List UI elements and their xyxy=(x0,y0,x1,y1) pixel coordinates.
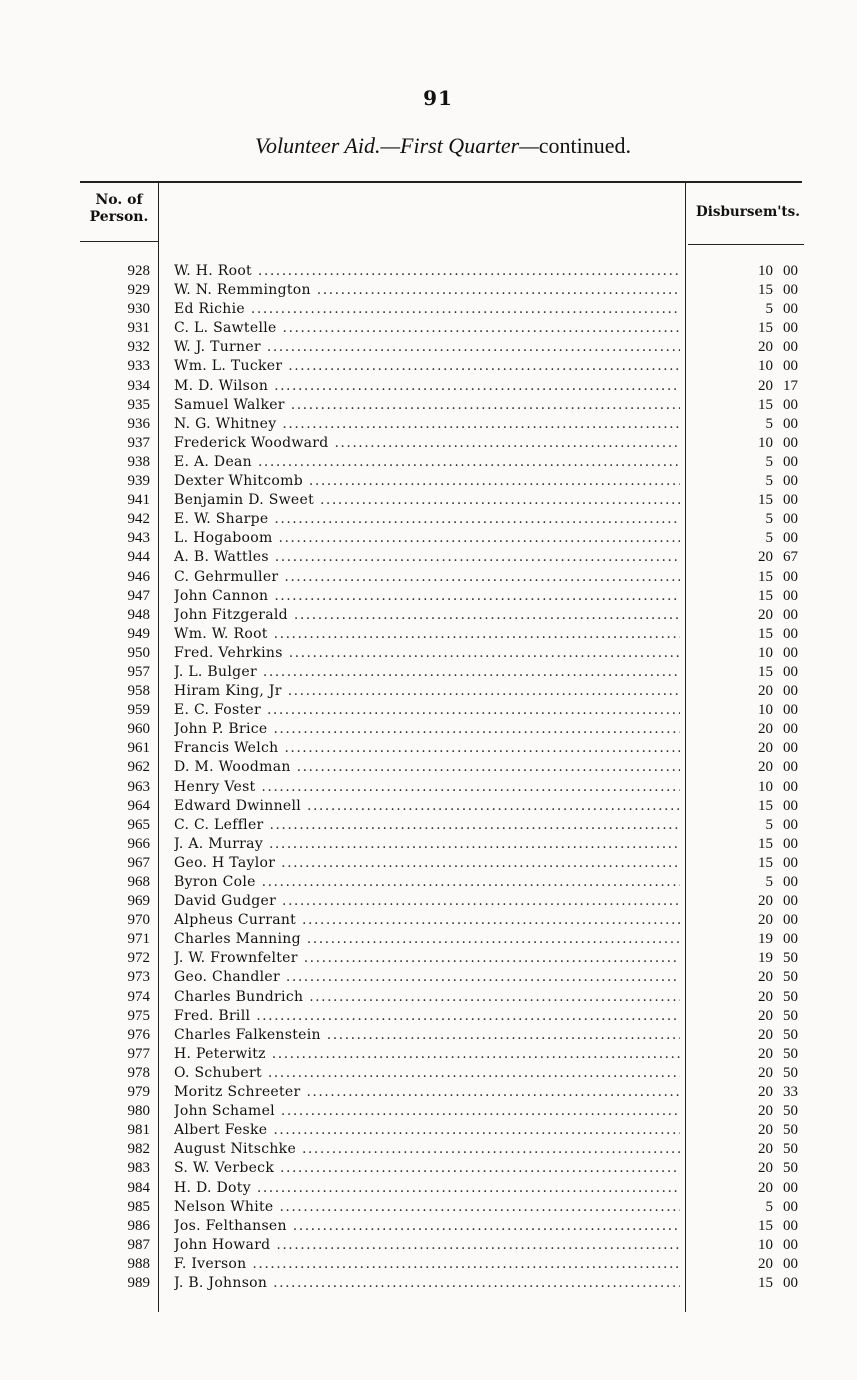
person-name: John Howard ..... xyxy=(174,1236,680,1255)
amount-cents: 00 xyxy=(783,282,798,299)
table-row xyxy=(0,1274,857,1293)
person-name: S. W. Verbeck ..... xyxy=(174,1159,680,1178)
amount-cents: 00 xyxy=(783,912,798,929)
table-row xyxy=(0,682,857,701)
person-name: Byron Cole ..... xyxy=(174,873,680,892)
person-number: 977 xyxy=(127,1045,150,1062)
amount-dollars: 20 xyxy=(758,759,773,776)
amount-cents: 00 xyxy=(783,778,798,795)
person-number: 958 xyxy=(127,683,150,700)
amount-cents: 00 xyxy=(783,931,798,948)
amount-cents: 17 xyxy=(783,377,798,394)
amount-cents: 00 xyxy=(783,434,798,451)
person-number: 984 xyxy=(127,1179,150,1196)
person-number: 934 xyxy=(127,377,150,394)
table-row xyxy=(0,587,857,606)
table-row xyxy=(0,663,857,682)
person-name: Fred. Vehrkins ..... xyxy=(174,644,680,663)
table-row xyxy=(0,606,857,625)
amount-dollars: 19 xyxy=(758,950,773,967)
table-row xyxy=(0,892,857,911)
amount-cents: 50 xyxy=(783,1122,798,1139)
table-row xyxy=(0,739,857,758)
person-name: Frederick Woodward ..... xyxy=(174,434,680,453)
person-name: Benjamin D. Sweet ..... xyxy=(174,491,680,510)
table-row xyxy=(0,396,857,415)
person-number: 986 xyxy=(127,1217,150,1234)
table-row xyxy=(0,797,857,816)
amount-dollars: 15 xyxy=(758,663,773,680)
amount-dollars: 20 xyxy=(758,912,773,929)
table-row xyxy=(0,1217,857,1236)
person-name: L. Hogaboom ..... xyxy=(174,529,680,548)
amount-dollars: 5 xyxy=(765,511,773,528)
amount-dollars: 20 xyxy=(758,606,773,623)
person-number: 963 xyxy=(127,778,150,795)
amount-cents: 00 xyxy=(783,320,798,337)
page-title xyxy=(0,133,857,159)
person-name: Fred. Brill ..... xyxy=(174,1007,680,1026)
amount-dollars: 20 xyxy=(758,1103,773,1120)
amount-dollars: 10 xyxy=(758,644,773,661)
amount-cents: 00 xyxy=(783,530,798,547)
person-number: 949 xyxy=(127,625,150,642)
table-row xyxy=(0,1179,857,1198)
amount-dollars: 20 xyxy=(758,740,773,757)
table-row xyxy=(0,1083,857,1102)
person-name: Geo. H Taylor ..... xyxy=(174,854,680,873)
amount-dollars: 10 xyxy=(758,778,773,795)
table-row xyxy=(0,911,857,930)
table-row xyxy=(0,968,857,987)
person-number: 962 xyxy=(127,759,150,776)
table-row xyxy=(0,434,857,453)
amount-dollars: 15 xyxy=(758,835,773,852)
person-number: 975 xyxy=(127,1007,150,1024)
person-number: 969 xyxy=(127,893,150,910)
person-name: Charles Bundrich ..... xyxy=(174,988,680,1007)
person-name: H. Peterwitz ..... xyxy=(174,1045,680,1064)
table-row xyxy=(0,625,857,644)
table-top-rule xyxy=(80,181,802,183)
person-name: C. L. Sawtelle ..... xyxy=(174,319,680,338)
person-name: Samuel Walker ..... xyxy=(174,396,680,415)
person-name: W. J. Turner ..... xyxy=(174,338,680,357)
person-number: 943 xyxy=(127,530,150,547)
amount-dollars: 5 xyxy=(765,1198,773,1215)
amount-cents: 50 xyxy=(783,988,798,1005)
amount-cents: 00 xyxy=(783,492,798,509)
amount-dollars: 20 xyxy=(758,1026,773,1043)
table-row xyxy=(0,568,857,587)
amount-dollars: 5 xyxy=(765,415,773,432)
amount-dollars: 20 xyxy=(758,1064,773,1081)
person-number: 978 xyxy=(127,1064,150,1081)
amount-dollars: 20 xyxy=(758,1179,773,1196)
table-row xyxy=(0,1159,857,1178)
table-row xyxy=(0,816,857,835)
page-title-italic: Volunteer Aid.—First Quarter— xyxy=(254,133,539,158)
table-row xyxy=(0,988,857,1007)
person-number: 966 xyxy=(127,835,150,852)
amount-cents: 00 xyxy=(783,721,798,738)
amount-dollars: 5 xyxy=(765,473,773,490)
person-number: 957 xyxy=(127,663,150,680)
person-name: Wm. L. Tucker ..... xyxy=(174,357,680,376)
amount-cents: 67 xyxy=(783,549,798,566)
ledger-rows xyxy=(0,262,857,1293)
person-name: W. H. Root ..... xyxy=(174,262,680,281)
table-row xyxy=(0,1198,857,1217)
person-number: 937 xyxy=(127,434,150,451)
amount-dollars: 20 xyxy=(758,1084,773,1101)
amount-dollars: 5 xyxy=(765,816,773,833)
person-number: 932 xyxy=(127,339,150,356)
amount-cents: 00 xyxy=(783,1255,798,1272)
person-number: 936 xyxy=(127,415,150,432)
amount-dollars: 20 xyxy=(758,377,773,394)
person-name: Francis Welch ..... xyxy=(174,739,680,758)
person-name: John P. Brice ..... xyxy=(174,720,680,739)
person-number: 967 xyxy=(127,854,150,871)
person-number: 985 xyxy=(127,1198,150,1215)
amount-dollars: 15 xyxy=(758,797,773,814)
amount-cents: 00 xyxy=(783,339,798,356)
amount-dollars: 15 xyxy=(758,320,773,337)
amount-dollars: 20 xyxy=(758,1160,773,1177)
amount-cents: 00 xyxy=(783,835,798,852)
person-number: 929 xyxy=(127,282,150,299)
person-number: 981 xyxy=(127,1122,150,1139)
amount-dollars: 15 xyxy=(758,568,773,585)
table-row xyxy=(0,854,857,873)
person-name: J. L. Bulger ..... xyxy=(174,663,680,682)
person-name: John Cannon ..... xyxy=(174,587,680,606)
person-number: 947 xyxy=(127,587,150,604)
person-number: 979 xyxy=(127,1084,150,1101)
person-name: John Schamel ..... xyxy=(174,1102,680,1121)
amount-cents: 00 xyxy=(783,511,798,528)
person-number: 935 xyxy=(127,396,150,413)
amount-cents: 00 xyxy=(783,263,798,279)
amount-cents: 00 xyxy=(783,396,798,413)
table-row xyxy=(0,453,857,472)
table-row xyxy=(0,1236,857,1255)
person-name: August Nitschke ..... xyxy=(174,1140,680,1159)
table-row xyxy=(0,262,857,281)
person-name: F. Iverson ..... xyxy=(174,1255,680,1274)
amount-dollars: 10 xyxy=(758,702,773,719)
person-number: 972 xyxy=(127,950,150,967)
person-number: 931 xyxy=(127,320,150,337)
person-name: Dexter Whitcomb ..... xyxy=(174,472,680,491)
amount-cents: 50 xyxy=(783,1141,798,1158)
person-number: 968 xyxy=(127,874,150,890)
amount-cents: 00 xyxy=(783,893,798,910)
person-number: 974 xyxy=(127,988,150,1005)
amount-cents: 50 xyxy=(783,1064,798,1081)
person-number: 964 xyxy=(127,797,150,814)
amount-cents: 50 xyxy=(783,1103,798,1120)
table-row xyxy=(0,357,857,376)
table-row xyxy=(0,1064,857,1083)
amount-cents: 50 xyxy=(783,1026,798,1043)
person-name: David Gudger ..... xyxy=(174,892,680,911)
amount-cents: 00 xyxy=(783,816,798,833)
amount-dollars: 15 xyxy=(758,854,773,871)
person-number: 950 xyxy=(127,644,150,661)
amount-dollars: 15 xyxy=(758,282,773,299)
amount-dollars: 20 xyxy=(758,1255,773,1272)
header-person-number-line2: Person. xyxy=(89,209,149,225)
table-row xyxy=(0,835,857,854)
person-name: Geo. Chandler ..... xyxy=(174,968,680,987)
amount-cents: 00 xyxy=(783,874,798,890)
table-row xyxy=(0,1007,857,1026)
table-row xyxy=(0,338,857,357)
amount-dollars: 15 xyxy=(758,1274,773,1291)
amount-dollars: 20 xyxy=(758,1141,773,1158)
person-name: Charles Manning ..... xyxy=(174,930,680,949)
header-right-rule xyxy=(688,244,804,245)
table-row xyxy=(0,758,857,777)
amount-cents: 00 xyxy=(783,1236,798,1253)
person-number: 980 xyxy=(127,1103,150,1120)
amount-dollars: 10 xyxy=(758,434,773,451)
table-row xyxy=(0,548,857,567)
page-number: 91 xyxy=(423,86,453,110)
amount-cents: 00 xyxy=(783,740,798,757)
amount-cents: 00 xyxy=(783,644,798,661)
amount-cents: 50 xyxy=(783,950,798,967)
table-row xyxy=(0,1140,857,1159)
amount-dollars: 20 xyxy=(758,1122,773,1139)
person-name: Moritz Schreeter ..... xyxy=(174,1083,680,1102)
person-number: 942 xyxy=(127,511,150,528)
person-number: 933 xyxy=(127,358,150,375)
table-row xyxy=(0,300,857,319)
person-name: John Fitzgerald ..... xyxy=(174,606,680,625)
amount-dollars: 5 xyxy=(765,453,773,470)
amount-cents: 00 xyxy=(783,301,798,318)
amount-dollars: 5 xyxy=(765,874,773,890)
amount-cents: 00 xyxy=(783,358,798,375)
amount-dollars: 10 xyxy=(758,263,773,279)
table-row xyxy=(0,930,857,949)
table-row xyxy=(0,281,857,300)
person-number: 938 xyxy=(127,453,150,470)
amount-cents: 50 xyxy=(783,1007,798,1024)
amount-cents: 50 xyxy=(783,1160,798,1177)
person-number: 988 xyxy=(127,1255,150,1272)
amount-cents: 00 xyxy=(783,797,798,814)
table-row xyxy=(0,491,857,510)
person-name: E. A. Dean ..... xyxy=(174,453,680,472)
person-name: N. G. Whitney ..... xyxy=(174,415,680,434)
amount-dollars: 20 xyxy=(758,549,773,566)
person-number: 930 xyxy=(127,301,150,318)
amount-dollars: 19 xyxy=(758,931,773,948)
table-row xyxy=(0,510,857,529)
amount-cents: 00 xyxy=(783,568,798,585)
table-row xyxy=(0,1026,857,1045)
amount-cents: 00 xyxy=(783,702,798,719)
person-number: 989 xyxy=(127,1274,150,1291)
amount-dollars: 5 xyxy=(765,301,773,318)
person-name: E. C. Foster ..... xyxy=(174,701,680,720)
person-number: 928 xyxy=(127,263,150,279)
person-name: Wm. W. Root ..... xyxy=(174,625,680,644)
person-name: Alpheus Currant ..... xyxy=(174,911,680,930)
person-name: C. C. Leffler ..... xyxy=(174,816,680,835)
header-disbursements: Disbursem'ts. xyxy=(696,204,800,220)
amount-dollars: 10 xyxy=(758,358,773,375)
table-row xyxy=(0,319,857,338)
person-number: 941 xyxy=(127,492,150,509)
person-name: Edward Dwinnell ..... xyxy=(174,797,680,816)
amount-cents: 00 xyxy=(783,1217,798,1234)
table-row xyxy=(0,1045,857,1064)
person-name: Hiram King, Jr ..... xyxy=(174,682,680,701)
table-row xyxy=(0,529,857,548)
amount-dollars: 20 xyxy=(758,339,773,356)
table-row xyxy=(0,377,857,396)
person-name: Albert Feske ..... xyxy=(174,1121,680,1140)
person-name: E. W. Sharpe ..... xyxy=(174,510,680,529)
person-name: C. Gehrmuller ..... xyxy=(174,568,680,587)
header-person-number-line1: No. of xyxy=(95,192,143,208)
person-name: Jos. Felthansen ..... xyxy=(174,1217,680,1236)
amount-dollars: 15 xyxy=(758,587,773,604)
person-name: W. N. Remmington ..... xyxy=(174,281,680,300)
person-number: 948 xyxy=(127,606,150,623)
person-number: 961 xyxy=(127,740,150,757)
person-name: Henry Vest ..... xyxy=(174,778,680,797)
amount-cents: 00 xyxy=(783,1198,798,1215)
table-row xyxy=(0,1255,857,1274)
person-name: J. B. Johnson ..... xyxy=(174,1274,680,1293)
amount-dollars: 15 xyxy=(758,396,773,413)
amount-cents: 33 xyxy=(783,1084,798,1101)
amount-cents: 00 xyxy=(783,606,798,623)
amount-cents: 00 xyxy=(783,473,798,490)
amount-cents: 00 xyxy=(783,453,798,470)
table-row xyxy=(0,701,857,720)
table-row xyxy=(0,644,857,663)
person-number: 959 xyxy=(127,702,150,719)
person-number: 973 xyxy=(127,969,150,986)
header-person-number xyxy=(80,192,158,226)
person-number: 946 xyxy=(127,568,150,585)
amount-cents: 00 xyxy=(783,759,798,776)
amount-dollars: 10 xyxy=(758,1236,773,1253)
amount-cents: 00 xyxy=(783,415,798,432)
table-row xyxy=(0,778,857,797)
person-number: 983 xyxy=(127,1160,150,1177)
table-row xyxy=(0,949,857,968)
header-left-rule xyxy=(80,241,158,242)
amount-dollars: 20 xyxy=(758,683,773,700)
amount-dollars: 20 xyxy=(758,988,773,1005)
person-number: 982 xyxy=(127,1141,150,1158)
person-number: 976 xyxy=(127,1026,150,1043)
person-name: D. M. Woodman ..... xyxy=(174,758,680,777)
person-name: Charles Falkenstein ..... xyxy=(174,1026,680,1045)
person-number: 944 xyxy=(127,549,150,566)
table-row xyxy=(0,1121,857,1140)
amount-dollars: 15 xyxy=(758,492,773,509)
table-row xyxy=(0,1102,857,1121)
amount-cents: 00 xyxy=(783,1274,798,1291)
person-name: M. D. Wilson ..... xyxy=(174,377,680,396)
person-name: Ed Richie ..... xyxy=(174,300,680,319)
amount-dollars: 20 xyxy=(758,1007,773,1024)
amount-dollars: 20 xyxy=(758,721,773,738)
amount-cents: 50 xyxy=(783,1045,798,1062)
table-row xyxy=(0,873,857,892)
person-number: 970 xyxy=(127,912,150,929)
person-name: O. Schubert ..... xyxy=(174,1064,680,1083)
amount-cents: 00 xyxy=(783,1179,798,1196)
table-row xyxy=(0,472,857,491)
person-name: J. A. Murray ..... xyxy=(174,835,680,854)
amount-cents: 00 xyxy=(783,587,798,604)
amount-cents: 00 xyxy=(783,663,798,680)
person-name: A. B. Wattles ..... xyxy=(174,548,680,567)
person-number: 987 xyxy=(127,1236,150,1253)
person-name: H. D. Doty ..... xyxy=(174,1179,680,1198)
amount-dollars: 20 xyxy=(758,969,773,986)
person-name: J. W. Frownfelter ..... xyxy=(174,949,680,968)
table-row xyxy=(0,720,857,739)
person-number: 971 xyxy=(127,931,150,948)
amount-cents: 00 xyxy=(783,625,798,642)
person-number: 960 xyxy=(127,721,150,738)
person-number: 939 xyxy=(127,473,150,490)
amount-dollars: 20 xyxy=(758,1045,773,1062)
amount-dollars: 20 xyxy=(758,893,773,910)
amount-cents: 00 xyxy=(783,683,798,700)
person-number: 965 xyxy=(127,816,150,833)
amount-cents: 50 xyxy=(783,969,798,986)
amount-cents: 00 xyxy=(783,854,798,871)
amount-dollars: 15 xyxy=(758,1217,773,1234)
person-name: Nelson White ..... xyxy=(174,1198,680,1217)
page-title-plain: continued. xyxy=(538,133,632,158)
table-row xyxy=(0,415,857,434)
amount-dollars: 15 xyxy=(758,625,773,642)
amount-dollars: 5 xyxy=(765,530,773,547)
